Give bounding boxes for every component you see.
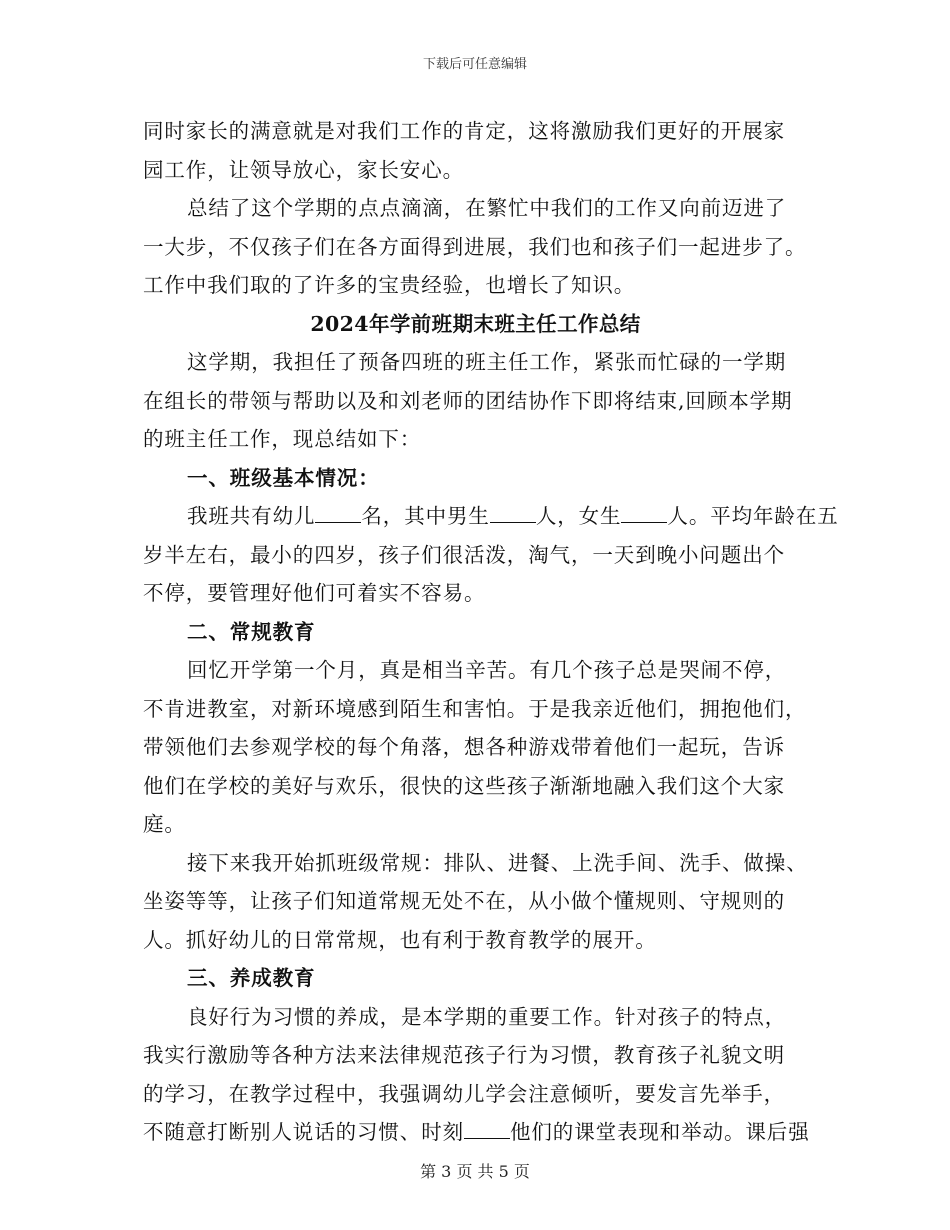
paragraph-line-with-blanks <box>143 497 839 536</box>
paragraph-line: 他们在学校的美好与欢乐，很快的这些孩子渐渐地融入我们这个大家 <box>143 773 785 798</box>
text-fragment: 名，其中男生 <box>361 504 490 528</box>
paragraph-line: 良好行为习惯的养成，是本学期的重要工作。针对孩子的特点， <box>187 1004 787 1029</box>
fill-blank <box>621 504 667 523</box>
paragraph-line: 的班主任工作，现总结如下： <box>143 427 422 451</box>
paragraph-line: 不停，要管理好他们可着实不容易。 <box>143 581 486 605</box>
paragraph-line: 工作中我们取的了许多的宝贵经验，也增长了知识。 <box>143 273 636 297</box>
paragraph-line: 我实行激励等各种方法来法律规范孩子行为习惯，教育孩子礼貌文明 <box>143 1043 785 1067</box>
paragraph-line: 人。抓好幼儿的日常常规，也有利于教育教学的展开。 <box>143 927 657 952</box>
paragraph-line: 总结了这个学期的点点滴滴，在繁忙中我们的工作又向前迈进了 <box>187 196 787 220</box>
paragraph-line: 岁半左右，最小的四岁，孩子们很活泼，淘气，一天到晚小问题出个 <box>143 542 785 567</box>
paragraph-line: 接下来我开始抓班级常规：排队、进餐、上洗手间、洗手、做操、 <box>187 850 808 875</box>
paragraph-line: 庭。 <box>143 812 186 836</box>
fill-blank <box>464 1120 510 1139</box>
text-fragment: 人，女生 <box>535 504 622 528</box>
section-heading-2: 二、常规教育 <box>187 619 316 644</box>
text-fragment: 不随意打断别人说话的习惯、时刻 <box>143 1120 464 1144</box>
paragraph-line-with-blank <box>143 1113 808 1152</box>
paragraph-line: 一大步，不仅孩子们在各方面得到进展，我们也和孩子们一起进步了。 <box>143 234 807 259</box>
paragraph-line: 在组长的带领与帮助以及和刘老师的团结协作下即将结束,回顾本学期 <box>143 388 793 413</box>
paragraph-line: 坐姿等等，让孩子们知道常规无处不在，从小做个懂规则、守规则的 <box>143 889 785 913</box>
document-title: 2024年学前班期末班主任工作总结 <box>310 311 641 336</box>
paragraph-line: 园工作，让领导放心，家长安心。 <box>143 157 464 182</box>
paragraph-line: 带领他们去参观学校的每个角落，想各种游戏带着他们一起玩，告诉 <box>143 735 785 759</box>
section-heading-1: 一、班级基本情况： <box>187 465 380 490</box>
page-number-footer: 第 3 页 共 5 页 <box>420 1162 530 1181</box>
page-header-note: 下载后可任意编辑 <box>422 57 527 72</box>
document-body <box>143 112 839 1152</box>
text-fragment: 我班共有幼儿 <box>187 504 316 528</box>
paragraph-line: 回忆开学第一个月，真是相当辛苦。有几个孩子总是哭闹不停， <box>187 658 787 682</box>
fill-blank <box>315 504 361 523</box>
section-heading-3: 三、养成教育 <box>187 966 316 990</box>
paragraph-line: 的学习，在教学过程中，我强调幼儿学会注意倾听，要发言先举手， <box>143 1081 785 1106</box>
fill-blank <box>490 504 536 523</box>
paragraph-line: 这学期，我担任了预备四班的班主任工作，紧张而忙碌的一学期 <box>187 350 787 374</box>
text-fragment: 人。平均年龄在五 <box>667 504 839 528</box>
text-fragment: 他们的课堂表现和举动。课后强 <box>510 1120 810 1144</box>
paragraph-line: 不肯进教室，对新环境感到陌生和害怕。于是我亲近他们，拥抱他们， <box>143 696 807 721</box>
paragraph-line: 同时家长的满意就是对我们工作的肯定，这将激励我们更好的开展家 <box>143 119 785 143</box>
